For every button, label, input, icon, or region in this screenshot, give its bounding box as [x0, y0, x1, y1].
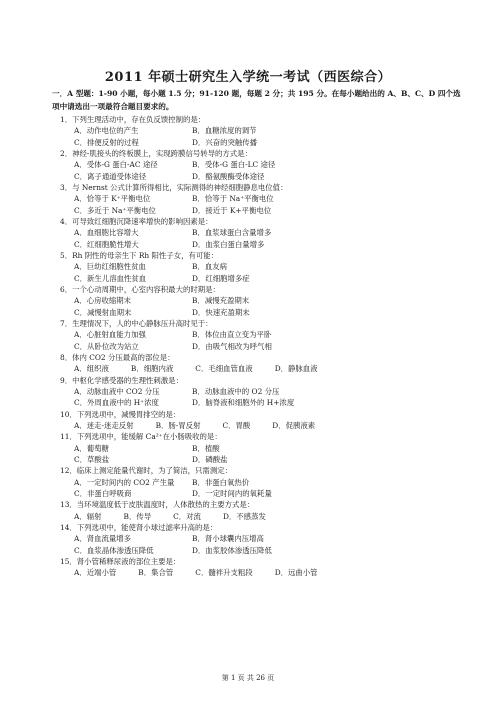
answer-option: A．动脉血液中 CO2 分压 — [74, 387, 160, 397]
option-row — [60, 420, 460, 431]
answer-option: A．辐射 — [74, 511, 102, 521]
answer-option: C．胃酸 — [222, 421, 251, 431]
question-item — [60, 352, 460, 375]
question-stem: 3．与 Nernst 公式计算所得相比，实际测得的神经细胞静息电位值： — [60, 183, 288, 192]
option-row — [60, 307, 460, 318]
answer-option: C．从卧位改为站立 — [74, 341, 139, 351]
option-row — [60, 159, 460, 170]
answer-option: C．非蛋白呼吸商 — [74, 489, 132, 499]
page-footer: 第 1 页 共 26 页 — [221, 674, 275, 682]
question-item — [60, 114, 460, 148]
answer-option: D．快速充盈期末 — [192, 307, 250, 317]
question-stem: 4．可导致红细胞沉降速率增快的影响因素是： — [60, 217, 213, 226]
question-list — [60, 114, 460, 579]
answer-option: D．远曲小管 — [274, 568, 318, 578]
section-instructions: 一．A 型题：1-90 小题，每小题 1.5 分；91-120 题，每题 2 分；共 195 分。在每小题给出的 A、B、C、D 四个选项中请选出一项最符合题目要求的。 — [52, 89, 461, 111]
option-row — [60, 227, 460, 238]
answer-option: B．恰等于 Na⁺平衡电位 — [192, 194, 274, 204]
answer-option: A．迷走-迷走反射 — [74, 421, 134, 431]
answer-option: B．植酸 — [192, 443, 220, 453]
option-row — [60, 443, 460, 454]
question-stem: 8．体内 CO2 分压最高的部位是： — [60, 353, 175, 362]
answer-option: D．酪氨酸酶受体途径 — [192, 171, 265, 181]
option-row — [60, 137, 460, 148]
answer-option: B．血糖浓度的调节 — [192, 126, 257, 136]
answer-option: A．心脏射血能力加强 — [74, 330, 146, 340]
question-item — [60, 499, 460, 522]
option-row — [60, 171, 460, 182]
question-stem: 6．一个心动周期中，心室内容积最大的时期是： — [60, 285, 220, 294]
question-stem: 13．当环境温度低于皮肤温度时，人体散热的主要方式是： — [60, 500, 255, 510]
answer-option: B．受体-G 蛋白-LC 途径 — [192, 160, 276, 170]
answer-option: B．非蛋白氧热价 — [192, 477, 250, 487]
option-row — [60, 205, 460, 216]
answer-option: D．由吸气相改为呼气相 — [192, 341, 272, 351]
answer-option: D．接近于 K+平衡电位 — [192, 205, 272, 215]
answer-option: A．心房收缩期末 — [74, 296, 132, 306]
question-item — [60, 216, 460, 250]
option-row — [60, 125, 460, 136]
answer-option: A．血细胞比容增大 — [74, 228, 139, 238]
answer-option: C．多近于 Na⁺平衡电位 — [74, 205, 156, 215]
question-stem: 10．下列选项中，减慢胃排空的是： — [60, 409, 181, 419]
answer-option: B．肠-胃反射 — [155, 421, 201, 431]
question-stem: 14．下列选项中，能使肾小球过滤率升高的是： — [60, 523, 218, 533]
option-row — [60, 511, 460, 522]
question-item — [60, 556, 460, 579]
answer-option: A．近端小管 — [74, 568, 117, 578]
answer-option: A．动作电位的产生 — [74, 126, 139, 136]
answer-option: C．离子通道受体途径 — [74, 171, 147, 181]
question-item — [60, 182, 460, 216]
answer-option: C．血浆晶体渗透压降低 — [74, 545, 154, 555]
answer-option: C．排便反射的过程 — [74, 137, 139, 147]
option-row — [60, 193, 460, 204]
answer-option: C．外周血液中的 H⁺浓度 — [74, 398, 159, 408]
question-stem: 11．下列选项中，能缓解 Ca²⁺在小肠吸收的是： — [60, 432, 222, 442]
option-row — [60, 386, 460, 397]
question-stem: 12．临床上测定能量代谢时，为了简洁，只需测定： — [60, 466, 233, 476]
answer-option: D．静脉血液 — [274, 364, 318, 374]
question-item — [60, 375, 460, 409]
option-row — [60, 261, 460, 272]
answer-option: C．髓袢升支粗段 — [195, 568, 253, 578]
question-item — [60, 522, 460, 556]
answer-option: C．新生儿溶血性贫血 — [74, 273, 147, 283]
option-row — [60, 397, 460, 408]
answer-option: C．草酸盐 — [74, 455, 110, 465]
question-stem: 15．肾小管稀释尿液的部位主要是： — [60, 557, 181, 567]
option-row — [60, 533, 460, 544]
answer-option: A．肾血流量增多 — [74, 534, 132, 544]
answer-option: B．血友病 — [192, 262, 227, 272]
question-item — [60, 148, 460, 182]
option-row — [60, 341, 460, 352]
answer-option: A．巨幼红细胞性贫血 — [74, 262, 146, 272]
answer-option: C．减慢射血期末 — [74, 307, 132, 317]
answer-option: D．促胰液素 — [272, 421, 316, 431]
question-stem: 9．中枢化学感受器的生理性刺激是： — [60, 375, 183, 385]
option-row — [60, 567, 460, 578]
answer-option: C．毛细血管血液 — [195, 364, 253, 374]
answer-option: B．血浆球蛋白含量增多 — [192, 228, 272, 238]
answer-option: A．一定时间内的 CO2 产生量 — [74, 477, 175, 487]
question-item — [60, 431, 460, 465]
option-row — [60, 363, 460, 374]
answer-option: D．兴奋的突触传播 — [192, 137, 258, 147]
answer-option: D．磷酸盐 — [192, 455, 228, 465]
answer-option: A．组织液 — [74, 364, 109, 374]
answer-option: D．不感蒸发 — [222, 511, 266, 521]
question-item — [60, 409, 460, 432]
answer-option: B．集合管 — [138, 568, 174, 578]
page-title: 2011 年硕士研究生入学统一考试（西医综合） — [104, 70, 392, 85]
question-item — [60, 250, 460, 284]
answer-option: D．脑脊液和细胞外的 H+浓度 — [192, 398, 295, 408]
option-row — [60, 488, 460, 499]
question-item — [60, 465, 460, 499]
answer-option: B．传导 — [123, 511, 152, 521]
answer-option: A．恰等于 K⁺平衡电位 — [74, 194, 151, 204]
answer-option: C．红细胞脆性增大 — [74, 239, 139, 249]
question-stem: 7．生理情况下，人的中心静脉压升高时见于： — [60, 319, 213, 328]
option-row — [60, 477, 460, 488]
option-row — [60, 329, 460, 340]
question-stem: 1．下列生理活动中，存在负反馈控制的是： — [60, 115, 206, 124]
answer-option: B．体位由直立变为平卧 — [192, 330, 272, 340]
option-row — [60, 295, 460, 306]
answer-option: B．减慢充盈期末 — [192, 296, 250, 306]
option-row — [60, 545, 460, 556]
answer-option: A．受体-G 蛋白-AC 途径 — [74, 160, 158, 170]
option-row — [60, 273, 460, 284]
question-item — [60, 284, 460, 318]
question-stem: 2．神经-肌接头的终板膜上，实现跨膜信号转导的方式是： — [60, 149, 252, 158]
answer-option: B．细胞内液 — [130, 364, 174, 374]
answer-option: B．动脉血液中的 O2 分压 — [192, 387, 280, 397]
question-item — [60, 318, 460, 352]
answer-option: D．一定时间内的氧耗量 — [192, 489, 272, 499]
answer-option: D．红细胞增多症 — [192, 273, 250, 283]
answer-option: D．血浆白蛋白量增多 — [192, 239, 265, 249]
answer-option: D．血浆胶体渗透压降低 — [192, 545, 272, 555]
option-row — [60, 239, 460, 250]
answer-option: B．肾小球囊内压增高 — [192, 534, 264, 544]
option-row — [60, 454, 460, 465]
question-stem: 5．Rh 阴性的母亲生下 Rh 阳性子女，有可能： — [60, 251, 219, 260]
answer-option: C．对流 — [173, 511, 201, 521]
answer-option: A．葡萄糖 — [74, 443, 109, 453]
